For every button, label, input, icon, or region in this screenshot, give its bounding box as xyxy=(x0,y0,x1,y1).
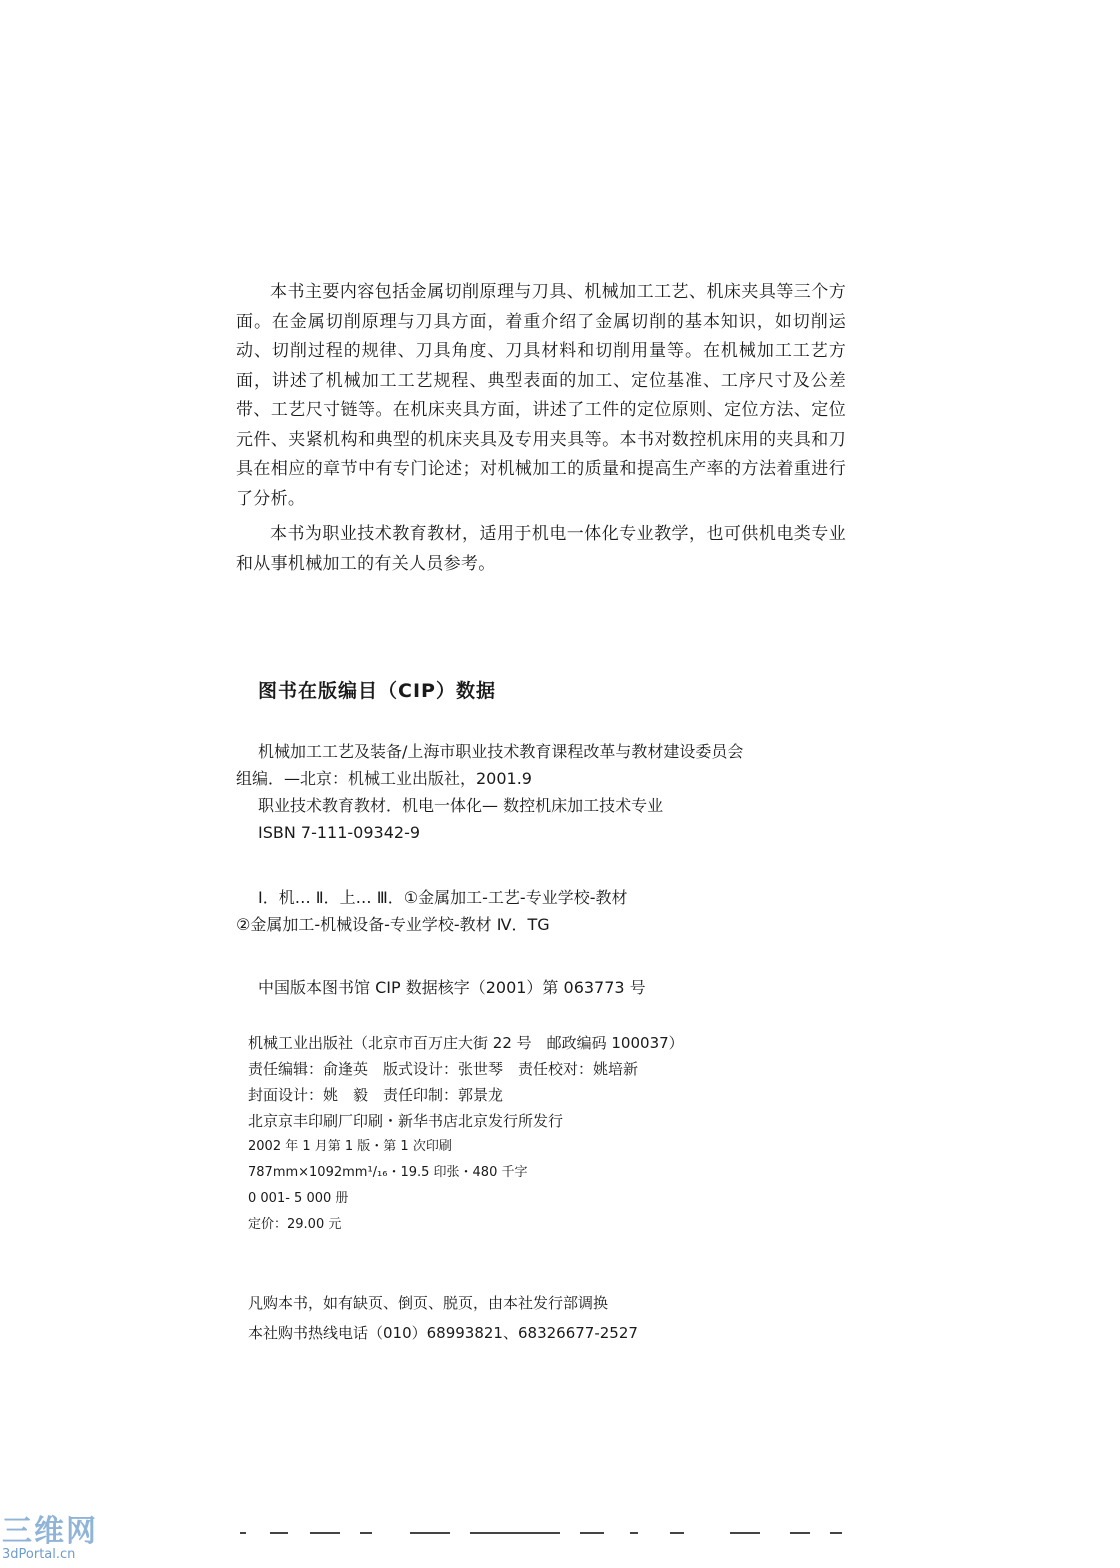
cip-isbn: ISBN 7-111-09342-9 xyxy=(258,823,421,842)
printing-line: 北京京丰印刷厂印刷・新华书店北京发行所发行 xyxy=(248,1112,564,1130)
cip-class-line: Ⅰ．机… Ⅱ．上… Ⅲ．①金属加工-工艺-专业学校-教材 xyxy=(258,888,628,907)
purchase-notice xyxy=(248,1288,638,1348)
edition-line: 2002 年 1 月第 1 版・第 1 次印刷 xyxy=(248,1139,452,1154)
design-line: 封面设计：姚 毅 责任印制：郭景龙 xyxy=(248,1086,504,1104)
copies-line: 0 001- 5 000 册 xyxy=(248,1191,349,1206)
site-watermark-logo xyxy=(2,1516,122,1564)
scan-artifact-specks xyxy=(230,1532,860,1538)
publication-details xyxy=(248,1030,868,1238)
cip-series-line: 职业技术教育教材．机电一体化— 数控机床加工技术专业 xyxy=(258,796,664,815)
watermark-brand: 三维网 xyxy=(2,1514,98,1549)
cip-class-line: ②金属加工-机械设备-专业学校-教材 Ⅳ．TG xyxy=(236,915,550,934)
format-line: 787mm×1092mm¹/₁₆・19.5 印张・480 千字 xyxy=(248,1165,528,1180)
cip-record-number: 中国版本图书馆 CIP 数据核字（2001）第 063773 号 xyxy=(258,978,646,997)
hotline-line: 本社购书热线电话（010）68993821、68326677-2527 xyxy=(248,1324,638,1342)
cip-heading: 图书在版编目（CIP）数据 xyxy=(258,680,496,702)
abstract-paragraph: 本书为职业技术教育教材，适用于机电一体化专业教学，也可供机电类专业和从事机械加工的有关人员参考。 xyxy=(236,524,846,574)
exchange-notice: 凡购本书，如有缺页、倒页、脱页，由本社发行部调换 xyxy=(248,1294,609,1312)
watermark-site: 3dPortal.cn xyxy=(2,1547,76,1562)
cip-bibliographic-record xyxy=(236,738,856,846)
book-abstract xyxy=(236,278,846,579)
cip-classification xyxy=(236,884,856,938)
abstract-paragraph: 本书主要内容包括金属切削原理与刀具、机械加工工艺、机床夹具等三个方面。在金属切削原理与刀具方面，着重介绍了金属切削的基本知识，如切削运动、切削过程的规律、刀具角度、刀具材料和切削用量等。在机械加工工艺方面，讲述了机械加工工艺规程、典型表面的加工、定位基准、工序尺寸及公差带、工艺尺寸链等。在机床夹具方面，讲述了工件的定位原则、定位方法、定位元件、夹紧机构和典型的机床夹具及专用夹具等。本书对数控机床用的夹具和刀具在相应的章节中有专门论述；对机械加工的质量和提高生产率的方法着重进行了分析。 xyxy=(236,282,846,509)
editors-line: 责任编辑：俞逢英 版式设计：张世琴 责任校对：姚培新 xyxy=(248,1060,639,1078)
publisher-line: 机械工业出版社（北京市百万庄大街 22 号 邮政编码 100037） xyxy=(248,1034,684,1052)
cip-title-line: 机械加工工艺及装备/上海市职业技术教育课程改革与教材建设委员会 xyxy=(258,742,744,761)
price-line: 定价：29.00 元 xyxy=(248,1217,342,1232)
cip-publisher-line: 组编．—北京：机械工业出版社，2001.9 xyxy=(236,769,532,788)
